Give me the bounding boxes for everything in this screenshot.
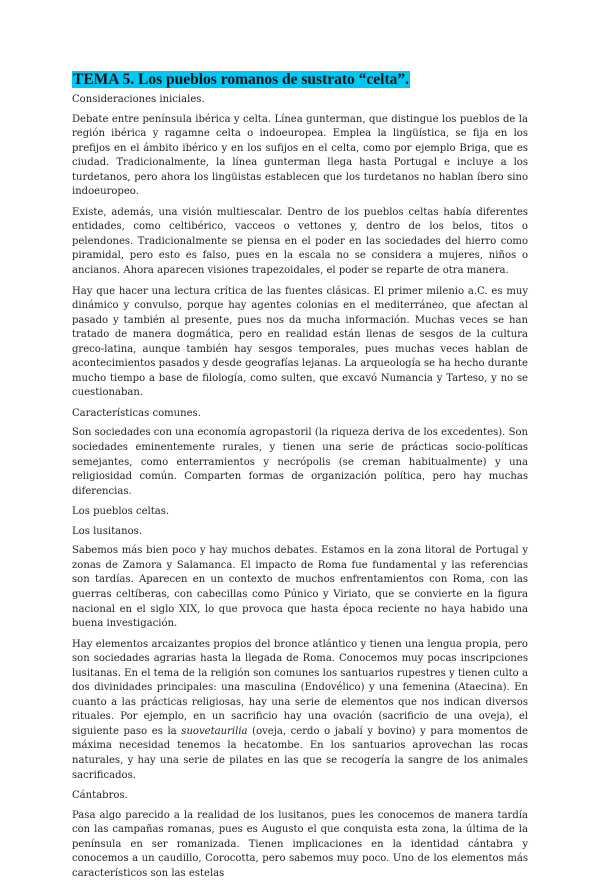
paragraph-lusitanos-religion (72, 638, 528, 783)
paragraph-lusitanos-debates: Sabemos más bien poco y hay muchos debates. Estamos en la zona litoral de Portugal y zonas de Zamora y Salamanca. El impacto de Roma fue fundamental y las referencias son tardías. Aparecen en un contexto de muchos enfrentamientos con Roma, con las guerras celtíberas, con cabecillas como Púnico y Viriato, que se convierte en la figura nacional en el siglo XIX, lo que provoca que hasta época reciente no haya habido una buena investigación. (72, 545, 528, 630)
title-highlight: TEMA 5. Los pueblos romanos de sustrato “celta”. (73, 71, 409, 88)
document-page (72, 71, 528, 887)
paragraph-vision-multiescalar: Existe, además, una visión multiescalar. Dentro de los pueblos celtas había diferentes entidades, como celtibérico, vacceos o vettones y, dentro de los belos, titos o pelendones. Tradicionalmente se piensa en el poder en las sociedades del hierro como piramidal, pero esto es falso, pues en la escala no se considera a mujeres, niños o ancianos. Ahora aparecen visiones trapezoidales, el poder se reparte de otra manera. (72, 206, 528, 277)
section-heading-consideraciones: Consideraciones iniciales. (72, 94, 205, 105)
religion-text-end: (oveja, cerdo o jabalí y bovino) y para momentos de máxima necesidad tenemos la hecatombe. En los santuarios aprovechan las rocas naturales, y hay una serie de pilates en las que se recogería la sangre de los animales sacrificados. (72, 725, 528, 781)
religion-text-start: Hay elementos arcaizantes propios del bronce atlántico y tienen una lengua propia, pero son sociedades agrarias hasta la llegada de Roma. Conocemos muy pocas inscripciones lusitanas. En el tema de la religión son comunes los santuarios rupestres y tienen culto a dos divinidades principales: una masculina (Endovélico) y una femenina (Ataecina). En cuanto a las prácticas religiosas, hay una serie de elementos que nos indican diversos rituales. Por ejemplo, en un sacrificio hay una ovación (sacrificio de una oveja), el siguiente paso es la (72, 638, 528, 737)
paragraph-economia-agropastoril: Son sociedades con una economía agropastoril (la riqueza deriva de los excedentes). Son sociedades eminentemente rurales, y tienen una serie de prácticas socio-políticas semejantes, como enterramientos y necrópolis (se creman habitualmente) y una religiosidad común. Comparten formas de organización política, pero hay muchas diferencias. (72, 427, 528, 497)
section-heading-pueblos-celtas: Los pueblos celtas. (72, 506, 170, 518)
paragraph-cantabros: Pasa algo parecido a la realidad de los lusitanos, pues les conocemos de manera tardía con las campañas romanas, pues es Augusto el que conquista esta zona, la última de la península en ser romanizada. Tienen implicaciones en la identidad cántabra y conocemos a un caudillo, Corocotta, pero sabemos muy poco. Uno de los elementos más característicos son las estelas (72, 809, 528, 879)
section-heading-cantabros: Cántabros. (72, 790, 128, 802)
document-title (72, 71, 528, 89)
suovetaurilia-term: suovetaurilia (181, 725, 248, 737)
paragraph-linea-gunterman: Debate entre península ibérica y celta. Línea gunterman, que distingue los pueblos de la región ibérica y ragamne celta o indoeuropea. Emplea la lingüística, se fija en los prefijos en el ámbito ibérico y en los sufijos en el celta, como por ejemplo Briga, que es ciudad. Tradicionalmente, la línea gunterman llega hasta Portugal e incluye a los turdetanos, pero ahora los lingüistas establecen que los turdetanos no hablan íbero sino indoeuropeo. (72, 113, 528, 198)
section-heading-caracteristicas: Características comunes. (72, 407, 201, 419)
paragraph-fuentes-clasicas: Hay que hacer una lectura crítica de las fuentes clásicas. El primer milenio a.C. es muy dinámico y convulso, porque hay agentes colonias en el mediterráneo, que afectan al pasado y también al presente, pues nos da mucha información. Muchas veces se han tratado de manera dogmática, pero en realidad están llenas de sesgos de la cultura greco-latina, aunque también hay sesgos temporales, pues muchas veces hablan de acontecimientos pasados y desde geografías lejanas. La arqueología se ha hecho durante mucho tiempo a base de filología, como sulten, que excavó Numancia y Tarteso, y no se cuestionaban. (72, 285, 528, 399)
section-heading-lusitanos: Los lusitanos. (72, 525, 143, 537)
